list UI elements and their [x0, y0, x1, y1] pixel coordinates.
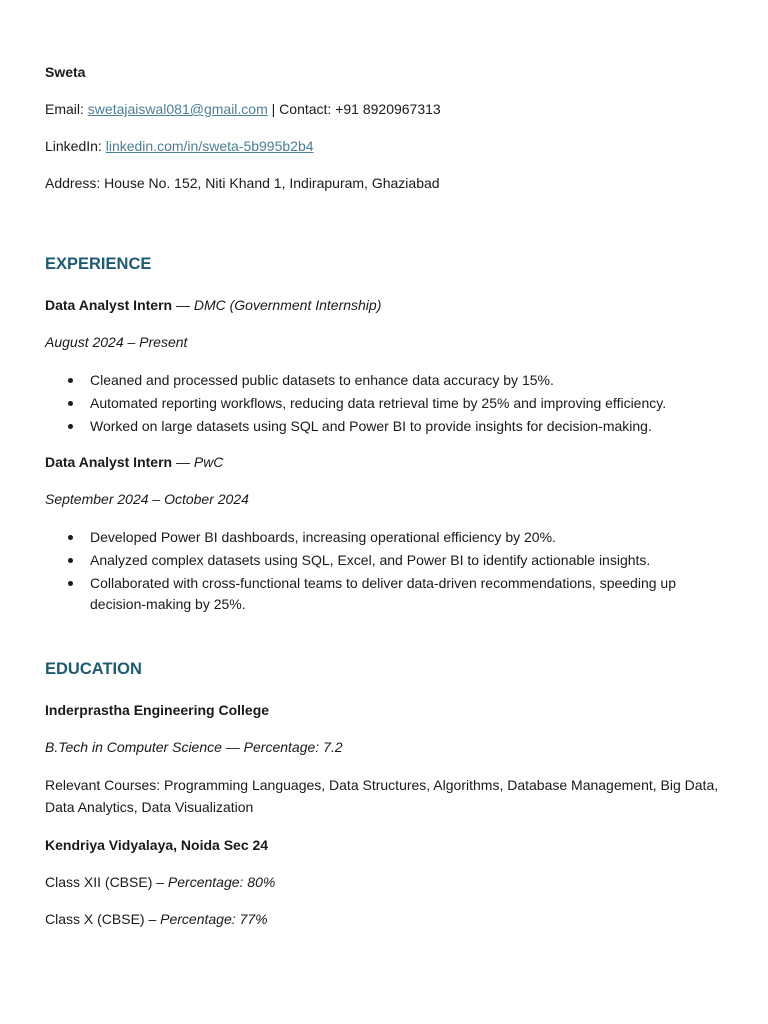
- job-1-bullet-list: [45, 370, 723, 438]
- list-item: [90, 527, 723, 549]
- college-courses: Relevant Courses: Programming Languages, Data Structures, Algorithms, Database Management, Big Data, Data Analytics, Data Visualization: [45, 776, 719, 815]
- job-2-title-line: [45, 452, 723, 472]
- college-degree: B.Tech in Computer Science — Percentage: 7.2: [45, 738, 343, 755]
- job-1-separator: —: [172, 297, 194, 313]
- contact-number: | Contact: +91 8920967313: [267, 101, 441, 117]
- class-12-line: [45, 872, 723, 892]
- class-10-line: [45, 909, 723, 929]
- bullet-icon: [68, 378, 73, 383]
- job-1-org: DMC (Government Internship): [193, 297, 382, 313]
- bullet-icon: [68, 581, 73, 586]
- bullet-icon: [68, 401, 73, 406]
- job-2-title: Data Analyst Intern: [45, 453, 173, 470]
- class-10-percentage: Percentage: 77%: [160, 910, 268, 927]
- job-1-title: Data Analyst Intern: [45, 297, 173, 313]
- list-item: [90, 416, 723, 438]
- class-10-label: Class X (CBSE) –: [45, 910, 161, 927]
- list-item: [90, 393, 723, 415]
- experience-heading: EXPERIENCE: [45, 255, 152, 273]
- bullet-icon: [68, 558, 73, 563]
- linkedin-line: [45, 136, 723, 156]
- bullet-text: Worked on large datasets using SQL and Power BI to provide insights for decision-making.: [90, 418, 652, 434]
- email-contact-line: [45, 99, 723, 119]
- bullet-icon: [68, 535, 73, 540]
- class-12-label: Class XII (CBSE) –: [45, 873, 168, 890]
- linkedin-link[interactable]: linkedin.com/in/sweta-5b995b2b4: [105, 138, 314, 154]
- job-2-separator: —: [172, 453, 194, 470]
- list-item: [90, 550, 723, 572]
- list-item: [90, 370, 723, 392]
- bullet-text: Developed Power BI dashboards, increasing operational efficiency by 20%.: [90, 528, 556, 545]
- list-item: [90, 573, 723, 616]
- email-link[interactable]: swetajaiswal081@gmail.com: [87, 101, 268, 117]
- linkedin-label: LinkedIn:: [45, 138, 106, 154]
- email-label: Email:: [45, 101, 88, 117]
- school-name: Kendriya Vidyalaya, Noida Sec 24: [45, 836, 269, 853]
- bullet-text: Cleaned and processed public datasets to enhance data accuracy by 15%.: [90, 372, 554, 388]
- job-1-dates: August 2024 – Present: [45, 334, 188, 350]
- address-line: Address: House No. 152, Niti Khand 1, Indirapuram, Ghaziabad: [45, 175, 440, 191]
- bullet-icon: [68, 424, 73, 429]
- job-1-title-line: [45, 295, 723, 315]
- bullet-text: Analyzed complex datasets using SQL, Excel, and Power BI to identify actionable insights.: [90, 551, 651, 568]
- job-2-bullet-list: [45, 527, 723, 616]
- class-12-percentage: Percentage: 80%: [167, 873, 276, 890]
- job-2-org: PwC: [193, 453, 224, 470]
- education-heading: EDUCATION: [45, 659, 142, 678]
- bullet-text: Automated reporting workflows, reducing data retrieval time by 25% and improving efficiency.: [90, 395, 667, 411]
- bullet-text: Collaborated with cross-functional teams to deliver data-driven recommendations, speeding up decision-making by 25%.: [90, 574, 676, 612]
- job-2-dates: September 2024 – October 2024: [45, 490, 249, 507]
- candidate-name: Sweta: [45, 64, 86, 80]
- college-name: Inderprastha Engineering College: [45, 701, 270, 718]
